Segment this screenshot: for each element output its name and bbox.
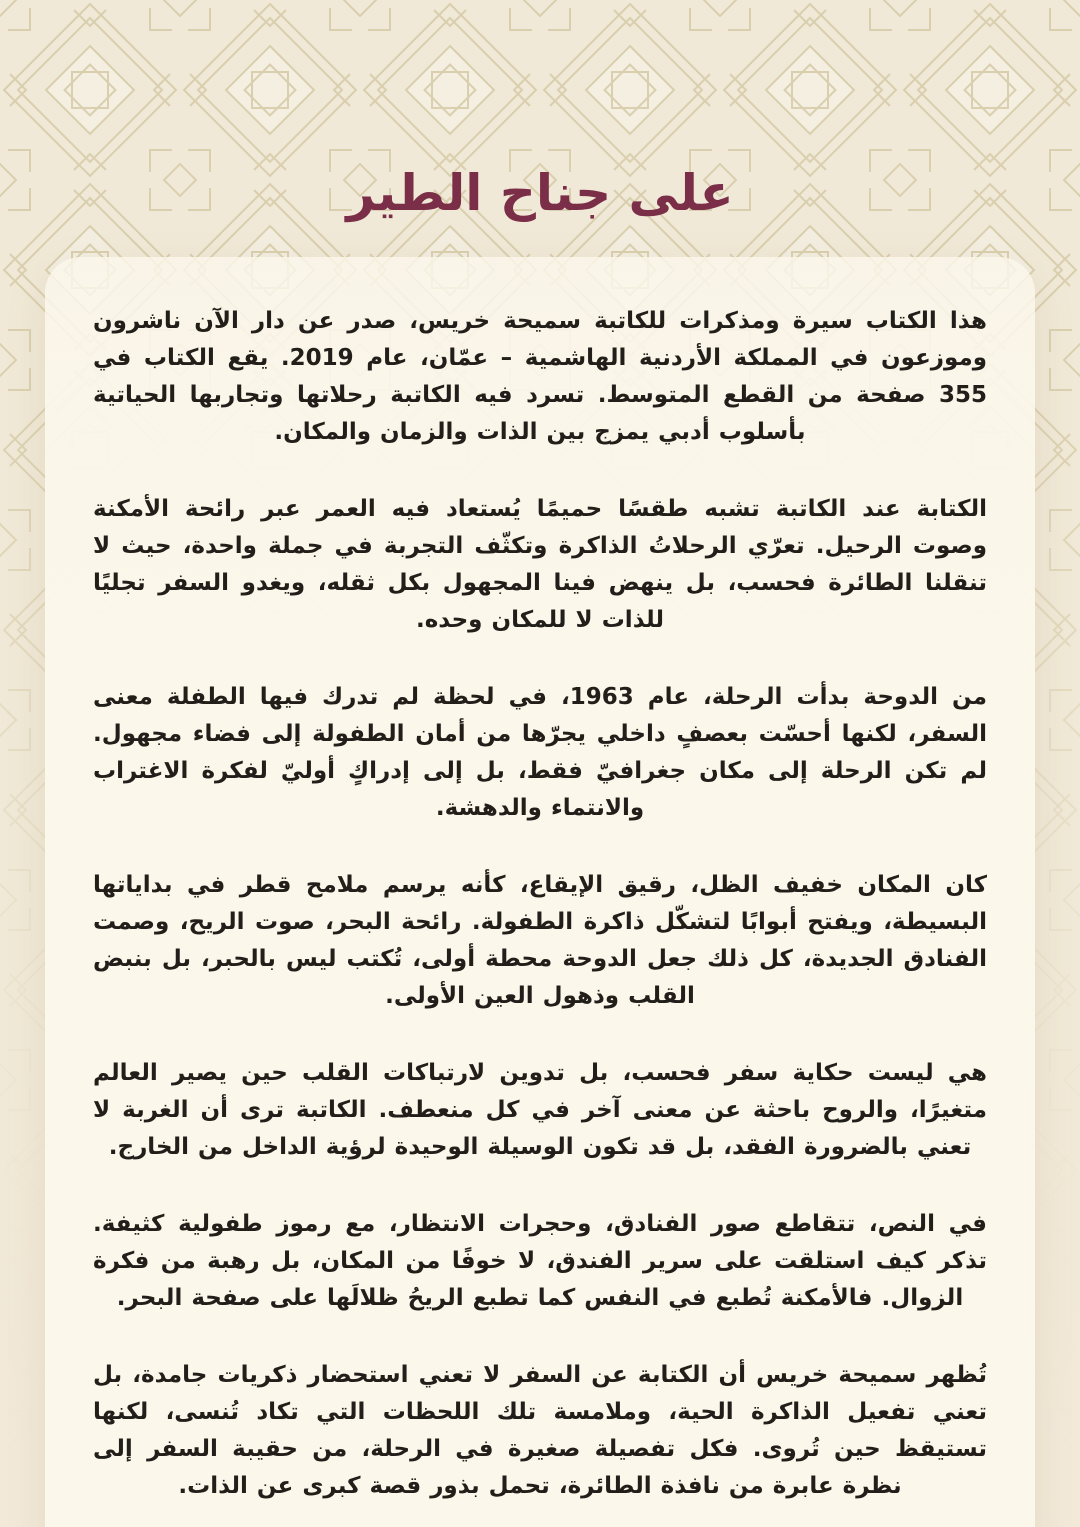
paragraph-5: هي ليست حكاية سفر فحسب، بل تدوين لارتباكات القلب حين يصير العالم متغيرًا، والروح باحثة عن معنى آخر في كل منعطف. الكاتبة ترى أن الغربة لا تعني بالضرورة الفقد، بل قد تكون الوسيلة الوحيدة لرؤية الداخل من الخارج.: [93, 1059, 987, 1160]
article-card: [45, 257, 1035, 1527]
paragraph-1: هذا الكتاب سيرة ومذكرات للكاتبة سميحة خريس، صدر عن دار الآن ناشرون وموزعون في المملكة الأردنية الهاشمية – عمّان، عام 2019. يقع الكتاب في 355 صفحة من القطع المتوسط. تسرد فيه الكاتبة رحلاتها وتجاربها الحياتية بأسلوب أدبي يمزج بين الذات والزمان والمكان.: [93, 307, 987, 445]
page-title: على جناح الطير: [346, 164, 734, 222]
paragraph-7: تُظهر سميحة خريس أن الكتابة عن السفر لا تعني استحضار ذكريات جامدة، بل تعني تفعيل الذاكرة الحية، وملامسة تلك اللحظات التي تكاد تُنسى، لكنها تستيقظ حين تُروى. فكل تفصيلة صغيرة في الرحلة، من حقيبة السفر إلى نظرة عابرة من نافذة الطائرة، تحمل بذور قصة كبرى عن الذات.: [93, 1361, 987, 1499]
paragraph-3: من الدوحة بدأت الرحلة، عام 1963، في لحظة لم تدرك فيها الطفلة معنى السفر، لكنها أحسّت بعصفٍ داخلي يجرّها من أمان الطفولة إلى فضاء مجهول. لم تكن الرحلة إلى مكان جغرافيّ فقط، بل إلى إدراكٍ أوليّ لفكرة الاغتراب والانتماء والدهشة.: [93, 683, 987, 821]
paragraph-6: في النص، تتقاطع صور الفنادق، وحجرات الانتظار، مع رموز طفولية كثيفة. تذكر كيف استلقت على سرير الفندق، لا خوفًا من المكان، بل رهبة من فكرة الزوال. فالأمكنة تُطبع في النفس كما تطبع الريحُ ظلالَها على صفحة البحر.: [93, 1210, 987, 1311]
paragraph-4: كان المكان خفيف الظل، رقيق الإيقاع، كأنه يرسم ملامح قطر في بداياتها البسيطة، ويفتح أبوابًا لتشكّل ذاكرة الطفولة. رائحة البحر، صوت الريح، وصمت الفنادق الجديدة، كل ذلك جعل الدوحة محطة أولى، تُكتب ليس بالحبر، بل بنبض القلب وذهول العين الأولى.: [93, 871, 987, 1009]
paragraph-2: الكتابة عند الكاتبة تشبه طقسًا حميمًا يُستعاد فيه العمر عبر رائحة الأمكنة وصوت الرحيل. تعرّي الرحلاتُ الذاكرة وتكثّف التجربة في جملة واحدة، حيث لا تنقلنا الطائرة فحسب، بل ينهض فينا المجهول بكل ثقله، ويغدو السفر تجليًا للذات لا للمكان وحده.: [93, 495, 987, 633]
